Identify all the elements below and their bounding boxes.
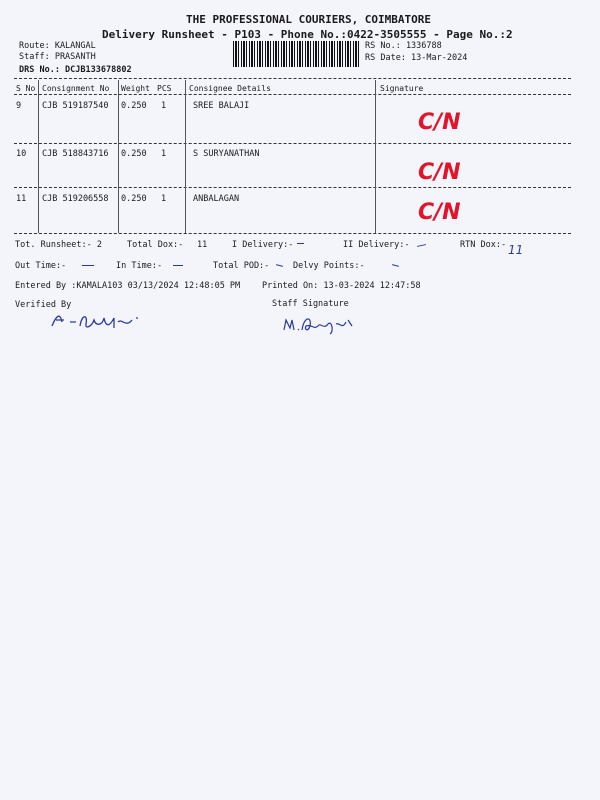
col-header-consignment: Consignment No	[42, 84, 110, 93]
rs-date: RS Date: 13-Mar-2024	[365, 53, 468, 63]
staff-label: Staff: PRASANTH	[19, 52, 96, 62]
col-header-weight: Weight	[121, 84, 150, 93]
table-top-rule	[14, 78, 571, 79]
col-header-sno: S No	[16, 84, 36, 93]
tot-runsheet: Tot. Runsheet:- 2	[15, 240, 102, 250]
row-rule-1	[14, 143, 571, 144]
table-row-pcs: 1	[161, 149, 167, 159]
delvy-points-label: Delvy Points:-	[293, 261, 365, 271]
total-dox-label: Total Dox:-	[127, 240, 184, 250]
table-row-weight: 0.250	[121, 149, 147, 159]
rs-number: RS No.: 1336788	[365, 41, 442, 51]
runsheet-subtitle: Delivery Runsheet - P103 - Phone No.:0422-3505555 - Page No.:2	[102, 28, 513, 41]
row-rule-2	[14, 187, 571, 188]
entered-by: Entered By :KAMALA103 03/13/2024 12:48:05 PM	[15, 281, 241, 291]
dash-mark	[392, 264, 399, 267]
in-time-label: In Time:-	[116, 261, 163, 271]
dash-mark	[276, 264, 283, 267]
dash-mark	[297, 243, 304, 244]
table-row-pcs: 1	[161, 194, 167, 204]
rtn-dox-label: RTN Dox:-	[460, 240, 507, 250]
col-header-consignee: Consignee Details	[189, 84, 271, 93]
ii-delivery-label: II Delivery:-	[343, 240, 410, 250]
printed-on: Printed On: 13-03-2024 12:47:58	[262, 281, 421, 291]
table-row-consignment: CJB 518843716	[42, 149, 109, 159]
i-delivery-label: I Delivery:-	[232, 240, 294, 250]
table-row-consignment: CJB 519206558	[42, 194, 109, 204]
table-row-consignment: CJB 519187540	[42, 101, 109, 111]
staff-signature	[282, 312, 362, 336]
drs-number: DRS No.: DCJB133678802	[19, 65, 132, 75]
table-row-sno: 10	[16, 149, 27, 159]
col-divider	[185, 80, 186, 233]
col-divider	[375, 80, 376, 233]
verified-by-signature	[48, 308, 148, 334]
total-dox-value: 11	[197, 240, 208, 250]
route-label: Route: KALANGAL	[19, 41, 96, 51]
out-time-label: Out Time:-	[15, 261, 67, 271]
header-bottom-rule	[14, 94, 571, 95]
dash-mark	[82, 265, 94, 266]
table-bottom-rule	[14, 233, 571, 234]
table-row-consignee: SREE BALAJI	[193, 101, 250, 111]
table-row-consignee: S SURYANATHAN	[193, 149, 260, 159]
staff-signature-label: Staff Signature	[272, 299, 349, 309]
company-title: THE PROFESSIONAL COURIERS, COIMBATORE	[186, 13, 432, 26]
dash-mark	[173, 265, 183, 266]
col-divider	[38, 80, 39, 233]
total-pod-label: Total POD:-	[213, 261, 270, 271]
handwritten-signature: C/N	[418, 110, 461, 135]
barcode	[233, 41, 360, 67]
table-row-consignee: ANBALAGAN	[193, 194, 240, 204]
col-header-signature: Signature	[380, 84, 424, 93]
verified-by-label: Verified By	[15, 300, 72, 310]
table-row-weight: 0.250	[121, 101, 147, 111]
table-row-pcs: 1	[161, 101, 167, 111]
table-row-weight: 0.250	[121, 194, 147, 204]
handwritten-signature: C/N	[418, 160, 461, 185]
rtn-dox-value: 11	[508, 243, 524, 257]
col-divider	[118, 80, 119, 233]
dash-mark	[417, 244, 426, 247]
handwritten-signature: C/N	[418, 200, 461, 225]
table-row-sno: 11	[16, 194, 27, 204]
table-row-sno: 9	[16, 101, 22, 111]
col-header-pcs: PCS	[157, 84, 172, 93]
